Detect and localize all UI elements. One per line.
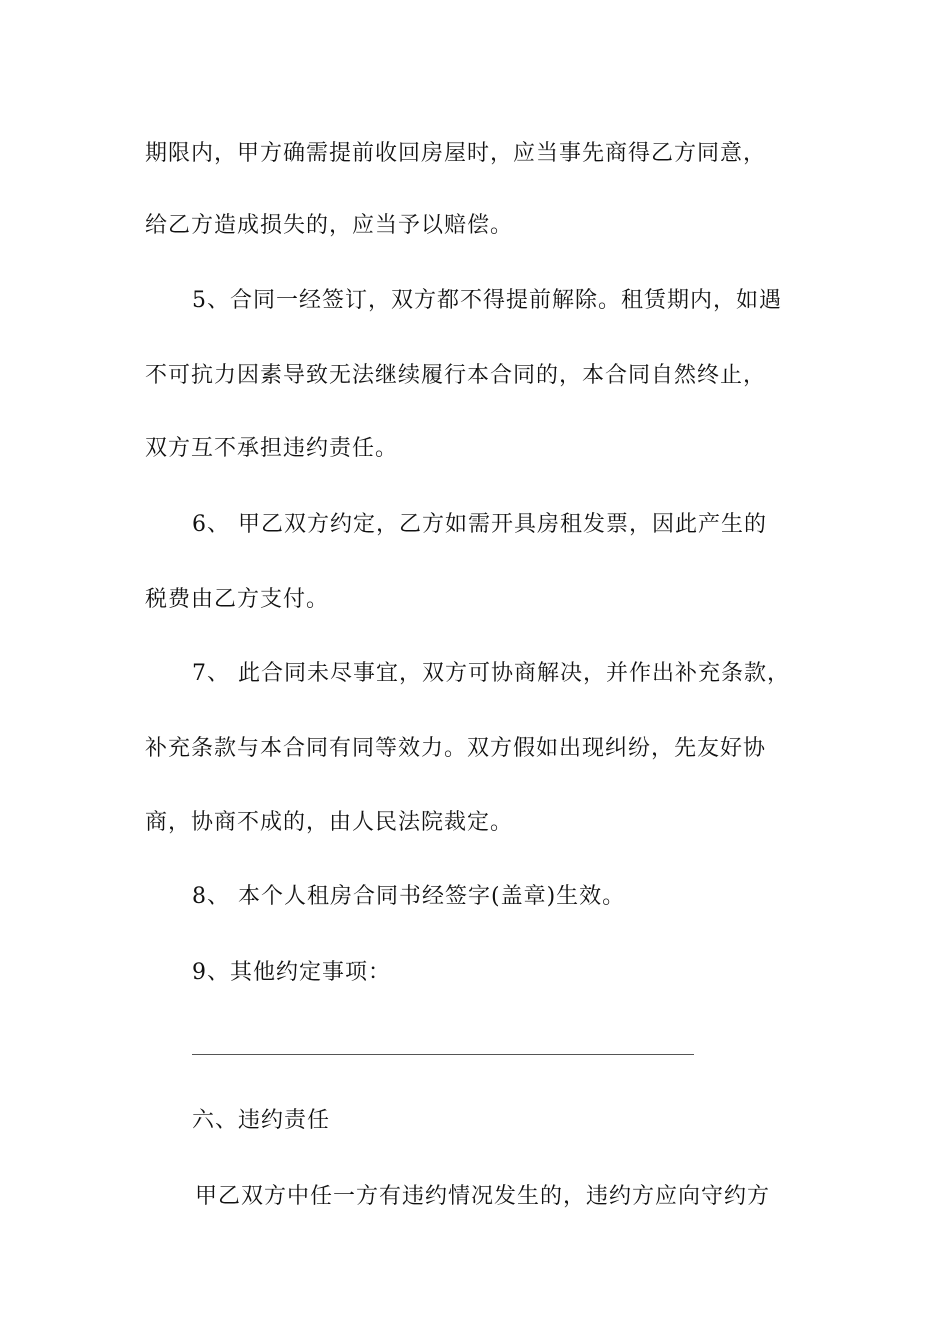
section-heading: 六、违约责任 xyxy=(192,1108,331,1133)
clause-7-line-1: 7、 此合同未尽事宜，双方可协商解决，并作出补充条款， xyxy=(192,661,790,686)
clause-7-line-2: 补充条款与本合同有同等效力。双方假如出现纠纷，先友好协 xyxy=(145,736,767,761)
fill-in-blank-line xyxy=(192,1054,694,1055)
clause-5-line-3: 双方互不承担违约责任。 xyxy=(145,436,399,461)
clause-6-line-2: 税费由乙方支付。 xyxy=(145,587,330,612)
section-paragraph-line-1: 甲乙双方中任一方有违约情况发生的，违约方应向守约方 xyxy=(195,1184,771,1209)
clause-5-line-2: 不可抗力因素导致无法继续履行本合同的，本合同自然终止， xyxy=(145,363,767,388)
clause-5-line-1: 5、合同一经签订，双方都不得提前解除。租赁期内，如遇 xyxy=(192,288,782,313)
clause-7-line-3: 商，协商不成的，由人民法院裁定。 xyxy=(145,810,514,835)
clause-8: 8、 本个人租房合同书经签字(盖章)生效。 xyxy=(192,884,626,909)
text-line-1: 期限内，甲方确需提前收回房屋时，应当事先商得乙方同意， xyxy=(145,141,767,166)
clause-9: 9、其他约定事项： xyxy=(192,960,391,985)
text-line-2: 给乙方造成损失的，应当予以赔偿。 xyxy=(145,213,514,238)
clause-6-line-1: 6、 甲乙双方约定，乙方如需开具房租发票，因此产生的 xyxy=(192,512,767,537)
